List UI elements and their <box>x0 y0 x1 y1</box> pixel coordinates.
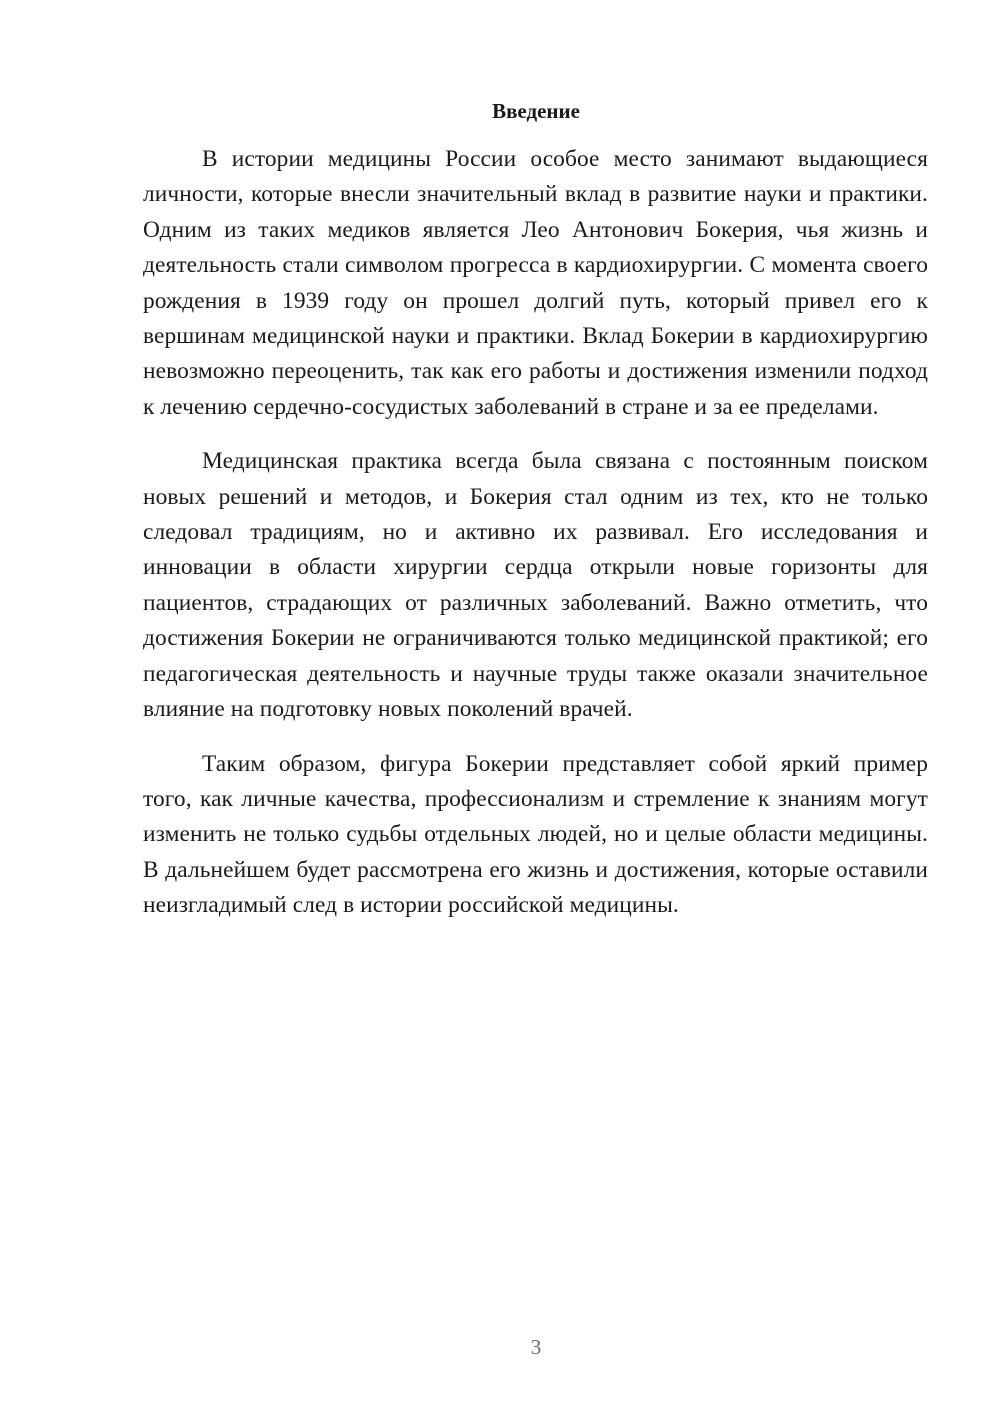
paragraph-1: В истории медицины России особое место занимают выдающиеся личности, которые внесли значительный вклад в развитие науки и практики. Одним из таких медиков является Лео Антонович Бокерия, чья жизнь и деятельность стали символом прогресса в кардиохирургии. С момента своего рождения в 1939 году он прошел долгий путь, который привел его к вершинам медицинской науки и практики. Вклад Бокерии в кардиохирургию невозможно переоценить, так как его работы и достижения изменили подход к лечению сердечно-сосудистых заболеваний в стране и за ее пределами. <box>143 146 928 420</box>
body-text <box>143 142 928 943</box>
paragraph-3: Таким образом, фигура Бокерии представляет собой яркий пример того, как личные качества, профессионализм и стремление к знаниям могут изменить не только судьбы отдельных людей, но и целые области медицины. В дальнейшем будет рассмотрена его жизнь и достижения, которые оставили неизгладимый след в истории российской медицины. <box>143 750 928 919</box>
paragraph-2: Медицинская практика всегда была связана с постоянным поиском новых решений и методов, и Бокерия стал одним из тех, кто не только следовал традициям, но и активно их развивал. Его исследования и инновации в области хирургии сердца открыли новые горизонты для пациентов, страдающих от различных заболеваний. Важно отметить, что достижения Бокерии не ограничиваются только медицинской практикой; его педагогическая деятельность и научные труды также оказали значительное влияние на подготовку новых поколений врачей. <box>143 448 928 723</box>
page-number: 3 <box>530 1335 542 1359</box>
section-heading: Введение <box>492 99 580 123</box>
